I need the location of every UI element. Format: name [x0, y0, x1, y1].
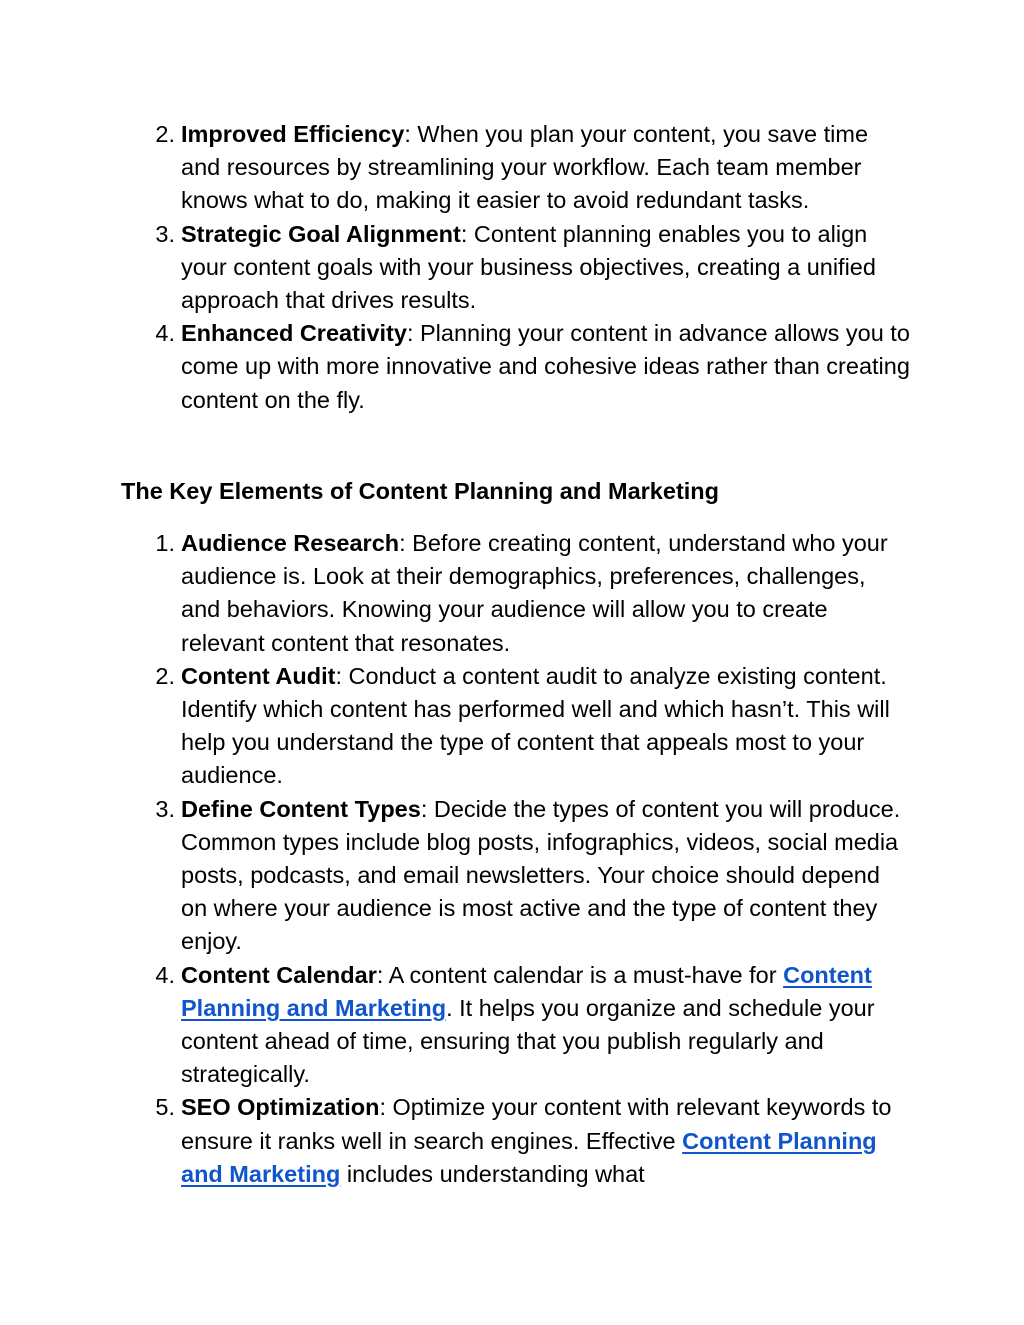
content-planning-link[interactable]: Content Planning and Marketing: [181, 961, 872, 1021]
list-item-term: Enhanced Creativity: [181, 320, 407, 347]
list-item: [0, 660, 911, 793]
list-item: [0, 793, 911, 959]
list-item-text: : Optimize your content with relevant keywords to ensure it ranks well in search engines. Effective: [181, 1094, 892, 1154]
list-item-text: : Content planning enables you to align your content goals with your business objectives, creating a unified approach that drives results.: [181, 220, 876, 314]
key-elements-list: [0, 527, 1024, 1191]
list-item-text: : A content calendar is a must-have for: [376, 961, 784, 988]
list-item-term: Improved Efficiency: [181, 121, 405, 147]
list-item: [0, 317, 911, 417]
list-item-text: : Conduct a content audit to analyze existing content. Identify which content has performed well and which hasn’t. This will help you understand the type of content that appeals most to your audience.: [181, 662, 890, 789]
list-item: [0, 527, 911, 660]
list-number: 5.: [155, 1094, 175, 1121]
list-number: 1.: [155, 530, 175, 556]
list-number: 4.: [155, 961, 175, 988]
list-number: 3.: [155, 795, 175, 822]
list-item-term: Define Content Types: [181, 795, 421, 822]
list-number: 2.: [155, 662, 175, 689]
section-heading: The Key Elements of Content Planning and Marketing: [121, 478, 720, 504]
list-item: [0, 218, 911, 318]
list-item-term: Strategic Goal Alignment: [181, 220, 461, 247]
list-number: 3.: [155, 220, 175, 247]
list-item: [0, 1091, 911, 1191]
list-item: [0, 118, 911, 218]
list-item-term: Content Calendar: [181, 961, 377, 988]
list-number: 2.: [155, 121, 175, 147]
list-item-text: : Decide the types of content you will produce. Common types include blog posts, infographics, videos, social media posts, podcasts, and email newsletters. Your choice should depend on where your audience is most active and the type of content they enjoy.: [181, 795, 901, 955]
list-item-text: : When you plan your content, you save time and resources by streamlining your workflow. Each team member knows what to do, making it easier to avoid redundant tasks.: [181, 121, 869, 214]
list-item: [0, 959, 911, 1092]
list-item-text: : Planning your content in advance allows you to come up with more innovative and cohesive ideas rather than creating content on the fly.: [181, 320, 910, 413]
list-item-text: includes understanding what: [340, 1160, 645, 1187]
list-number: 4.: [155, 320, 175, 347]
list-item-text: . It helps you organize and schedule your content ahead of time, ensuring that you publish regularly and strategically.: [181, 994, 875, 1088]
list-item-text: : Before creating content, understand who your audience is. Look at their demographics, preferences, challenges, and behaviors. Knowing your audience will allow you to create relevant content that resonates.: [181, 530, 888, 656]
content-planning-link[interactable]: Content Planning and Marketing: [181, 1127, 877, 1187]
list-item-term: Audience Research: [181, 530, 400, 556]
list-item-term: Content Audit: [181, 662, 336, 689]
benefits-list-continued: [0, 118, 1024, 417]
list-item-term: SEO Optimization: [181, 1094, 380, 1121]
